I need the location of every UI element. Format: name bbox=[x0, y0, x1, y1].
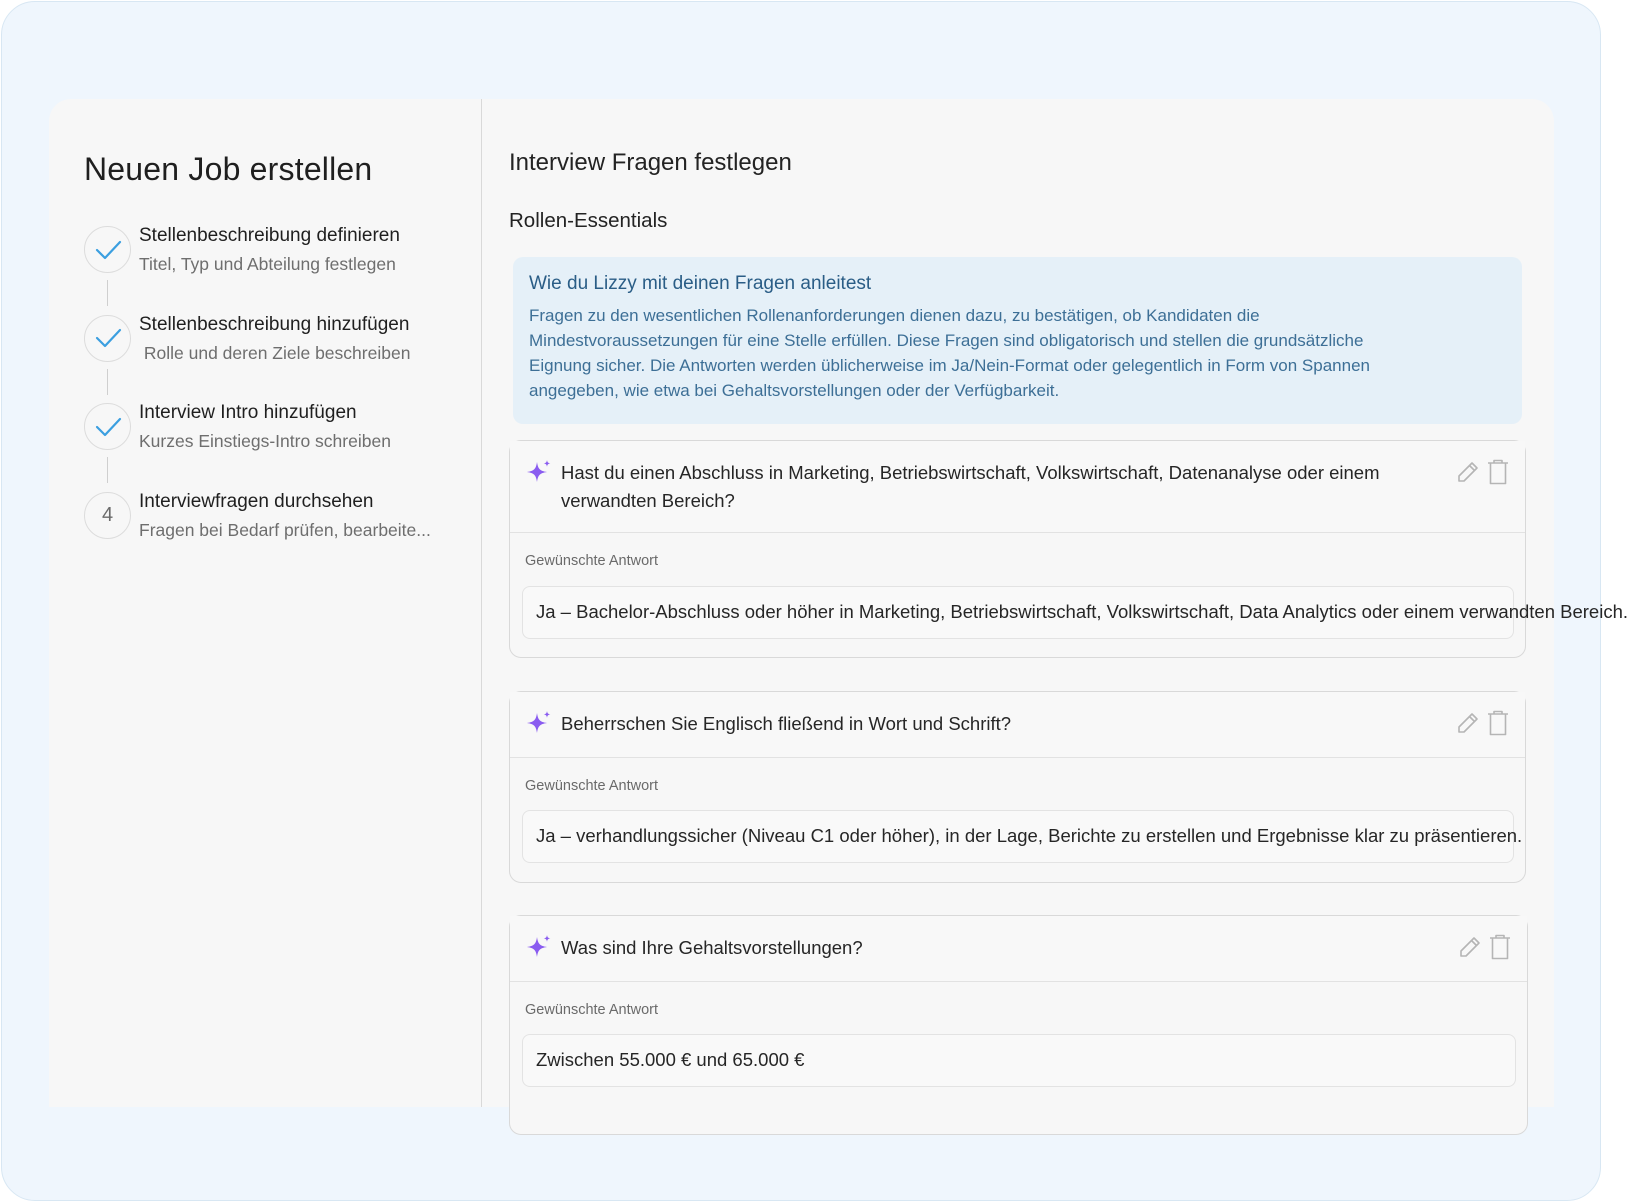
main-content bbox=[509, 99, 1628, 1107]
step-title: Stellenbeschreibung hinzufügen bbox=[139, 313, 410, 335]
trash-icon[interactable] bbox=[1487, 459, 1509, 485]
step-title: Interview Intro hinzufügen bbox=[139, 402, 357, 423]
answer-label: Gewünschte Antwort bbox=[525, 778, 658, 794]
sidebar-title: Neuen Job erstellen bbox=[84, 151, 373, 187]
step-subtitle: Rolle und deren Ziele beschreiben bbox=[139, 342, 411, 363]
question-text: Was sind Ihre Gehaltsvorstellungen? bbox=[561, 937, 863, 958]
trash-icon[interactable] bbox=[1487, 710, 1509, 736]
answer-input[interactable]: Zwischen 55.000 € und 65.000 € bbox=[522, 1034, 1516, 1087]
trash-icon[interactable] bbox=[1489, 934, 1511, 960]
page-background bbox=[1, 1, 1628, 1201]
sparkle-icon bbox=[526, 934, 552, 960]
wizard-step-2[interactable] bbox=[84, 314, 474, 403]
wizard-step-3[interactable] bbox=[84, 402, 474, 491]
question-text: Beherrschen Sie Englisch fließend in Wort und Schrift? bbox=[561, 713, 1012, 734]
checkmark-icon bbox=[93, 235, 123, 265]
wizard-sidebar bbox=[49, 99, 482, 1107]
wizard-step-4[interactable] bbox=[84, 491, 474, 580]
answer-input[interactable]: Ja – Bachelor-Abschluss oder höher in Marketing, Betriebswirtschaft, Volkswirtschaft, Data Analytics oder einem verwandten Bereich. bbox=[522, 586, 1514, 639]
question-header bbox=[510, 692, 1525, 758]
section-title: Rollen-Essentials bbox=[509, 209, 668, 232]
sparkle-icon bbox=[526, 459, 552, 485]
info-text: Fragen zu den wesentlichen Rollenanforderungen dienen dazu, zu bestätigen, ob Kandidaten die Mindestvoraussetzungen für eine Stelle erfüllen. Diese Fragen sind obligatorisch und stellen die grundsätzliche Eignung sicher. Die Antworten werden üblicherweise im Ja/Nein-Format oder gelegentlich in Form von Spannen angegeben, wie etwa bei Gehaltsvorstellungen oder der Verfügbarkeit. bbox=[529, 306, 1370, 400]
question-header bbox=[510, 441, 1525, 533]
question-text: Hast du einen Abschluss in Marketing, Betriebswirtschaft, Volkswirtschaft, Datenanalyse oder einem verwandten Bereich? bbox=[561, 462, 1380, 511]
step-connector bbox=[107, 369, 109, 395]
sparkle-icon bbox=[526, 710, 552, 736]
question-card bbox=[509, 440, 1628, 658]
step-number-indicator bbox=[84, 492, 131, 539]
page-title: Interview Fragen festlegen bbox=[509, 149, 792, 176]
step-subtitle: Kurzes Einstiegs-Intro schreiben bbox=[139, 431, 391, 451]
step-complete-indicator bbox=[84, 315, 131, 362]
pencil-icon[interactable] bbox=[1458, 935, 1482, 959]
pencil-icon[interactable] bbox=[1456, 711, 1480, 735]
step-complete-indicator bbox=[84, 403, 131, 450]
question-card bbox=[509, 915, 1528, 1135]
answer-input[interactable]: Ja – verhandlungssicher (Niveau C1 oder höher), in der Lage, Berichte zu erstellen und Ergebnisse klar zu präsentieren. bbox=[522, 810, 1514, 863]
step-title: Interviewfragen durchsehen bbox=[139, 490, 374, 512]
step-title: Stellenbeschreibung definieren bbox=[139, 225, 400, 246]
step-subtitle: Fragen bei Bedarf prüfen, bearbeite... bbox=[139, 519, 431, 540]
checkmark-icon bbox=[93, 412, 123, 442]
create-job-card bbox=[49, 99, 1628, 1107]
step-complete-indicator bbox=[84, 226, 131, 273]
question-header bbox=[510, 916, 1527, 982]
checkmark-icon bbox=[93, 323, 123, 353]
step-connector bbox=[107, 457, 109, 483]
answer-label: Gewünschte Antwort bbox=[525, 1002, 658, 1018]
step-connector bbox=[107, 280, 109, 306]
step-subtitle: Titel, Typ und Abteilung festlegen bbox=[139, 254, 396, 274]
question-card bbox=[509, 691, 1526, 883]
wizard-steps bbox=[84, 225, 474, 579]
wizard-step-1[interactable] bbox=[84, 225, 474, 314]
step-number: 4 bbox=[101, 503, 114, 526]
info-title: Wie du Lizzy mit deinen Fragen anleitest bbox=[529, 273, 872, 294]
info-callout bbox=[513, 257, 1522, 424]
pencil-icon[interactable] bbox=[1456, 460, 1480, 484]
answer-label: Gewünschte Antwort bbox=[525, 553, 658, 569]
